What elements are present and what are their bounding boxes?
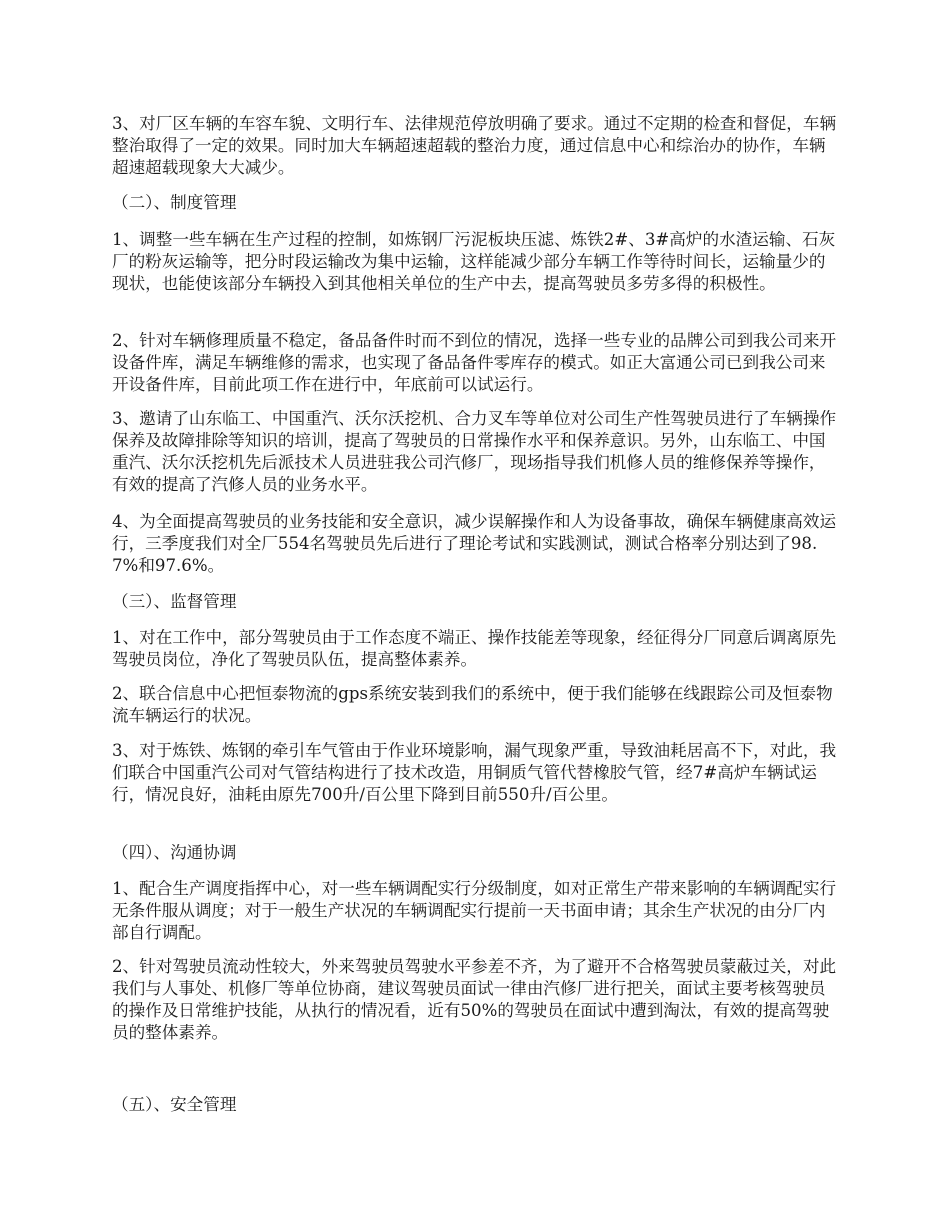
section-heading-safety: （五）、安全管理 [112, 1095, 237, 1114]
section-heading-system-management: （二）、制度管理 [112, 193, 237, 212]
paragraph-vehicle-appearance: 3、对厂区车辆的车容车貌、文明行车、法律规范停放明确了要求。通过不定期的检查和督促，车辆整治取得了一定的效果。同时加大车辆超速超载的整治力度，通过信息中心和综治办的协作，车辆超速超载现象大大减少。 [112, 114, 837, 177]
section-heading-communication: （四）、沟通协调 [112, 843, 237, 862]
paragraph-spare-parts: 2、针对车辆修理质量不稳定，备品备件时而不到位的情况，选择一些专业的品牌公司到我公司来开设备件库，满足车辆维修的需求，也实现了备品备件零库存的模式。如正大富通公司已到我公司来开设备件库，目前此项工作在进行中，年底前可以试运行。 [112, 331, 837, 394]
paragraph-transport-control: 1、调整一些车辆在生产过程的控制，如炼钢厂污泥板块压滤、炼铁2#、3#高炉的水渣运输、石灰厂的粉灰运输等，把分时段运输改为集中运输，这样能减少部分车辆工作等待时间长，运输量少的现状，也能使该部分车辆投入到其他相关单位的生产中去，提高驾驶员多劳多得的积极性。 [112, 230, 836, 293]
section-heading-supervision: （三）、监督管理 [112, 592, 237, 611]
paragraph-driver-reassignment: 1、对在工作中，部分驾驶员由于工作态度不端正、操作技能差等现象，经征得分厂同意后调离原先驾驶员岗位，净化了驾驶员队伍，提高整体素养。 [112, 628, 837, 669]
paragraph-driver-interview: 2、针对驾驶员流动性较大，外来驾驶员驾驶水平参差不齐，为了避开不合格驾驶员蒙蔽过关，对此我们与人事处、机修厂等单位协商，建议驾驶员面试一律由汽修厂进行把关，面试主要考核驾驶员的操作及日常维护技能，从执行的情况看，近有50%的驾驶员在面试中遭到淘汰，有效的提高驾驶员的整体素养。 [112, 957, 837, 1042]
paragraph-dispatch-levels: 1、配合生产调度指挥中心，对一些车辆调配实行分级制度，如对正常生产带来影响的车辆调配实行无条件服从调度；对于一般生产状况的车辆调配实行提前一天书面申请；其余生产状况的由分厂内部自行调配。 [112, 879, 837, 942]
paragraph-training: 3、邀请了山东临工、中国重汽、沃尔沃挖机、合力叉车等单位对公司生产性驾驶员进行了车辆操作保养及故障排除等知识的培训，提高了驾驶员的日常操作水平和保养意识。另外，山东临工、中国重汽、沃尔沃挖机先后派技术人员进驻我公司汽修厂，现场指导我们机修人员的维修保养等操作，有效的提高了汽修人员的业务水平。 [112, 409, 837, 494]
paragraph-gps-system: 2、联合信息中心把恒泰物流的gps系统安装到我们的系统中，便于我们能够在线跟踪公司及恒泰物流车辆运行的状况。 [112, 684, 833, 725]
paragraph-air-pipe-retrofit: 3、对于炼铁、炼钢的牵引车气管由于作业环境影响，漏气现象严重，导致油耗居高不下，对此，我们联合中国重汽公司对气管结构进行了技术改造，用铜质气管代替橡胶气管，经7#高炉车辆试运行，情况良好，油耗由原先700升/百公里下降到目前550升/百公里。 [112, 741, 837, 804]
paragraph-driver-testing: 4、为全面提高驾驶员的业务技能和安全意识，减少误解操作和人为设备事故，确保车辆健康高效运行，三季度我们对全厂554名驾驶员先后进行了理论考试和实践测试，测试合格率分别达到了98.7%和97.6%。 [112, 512, 837, 575]
